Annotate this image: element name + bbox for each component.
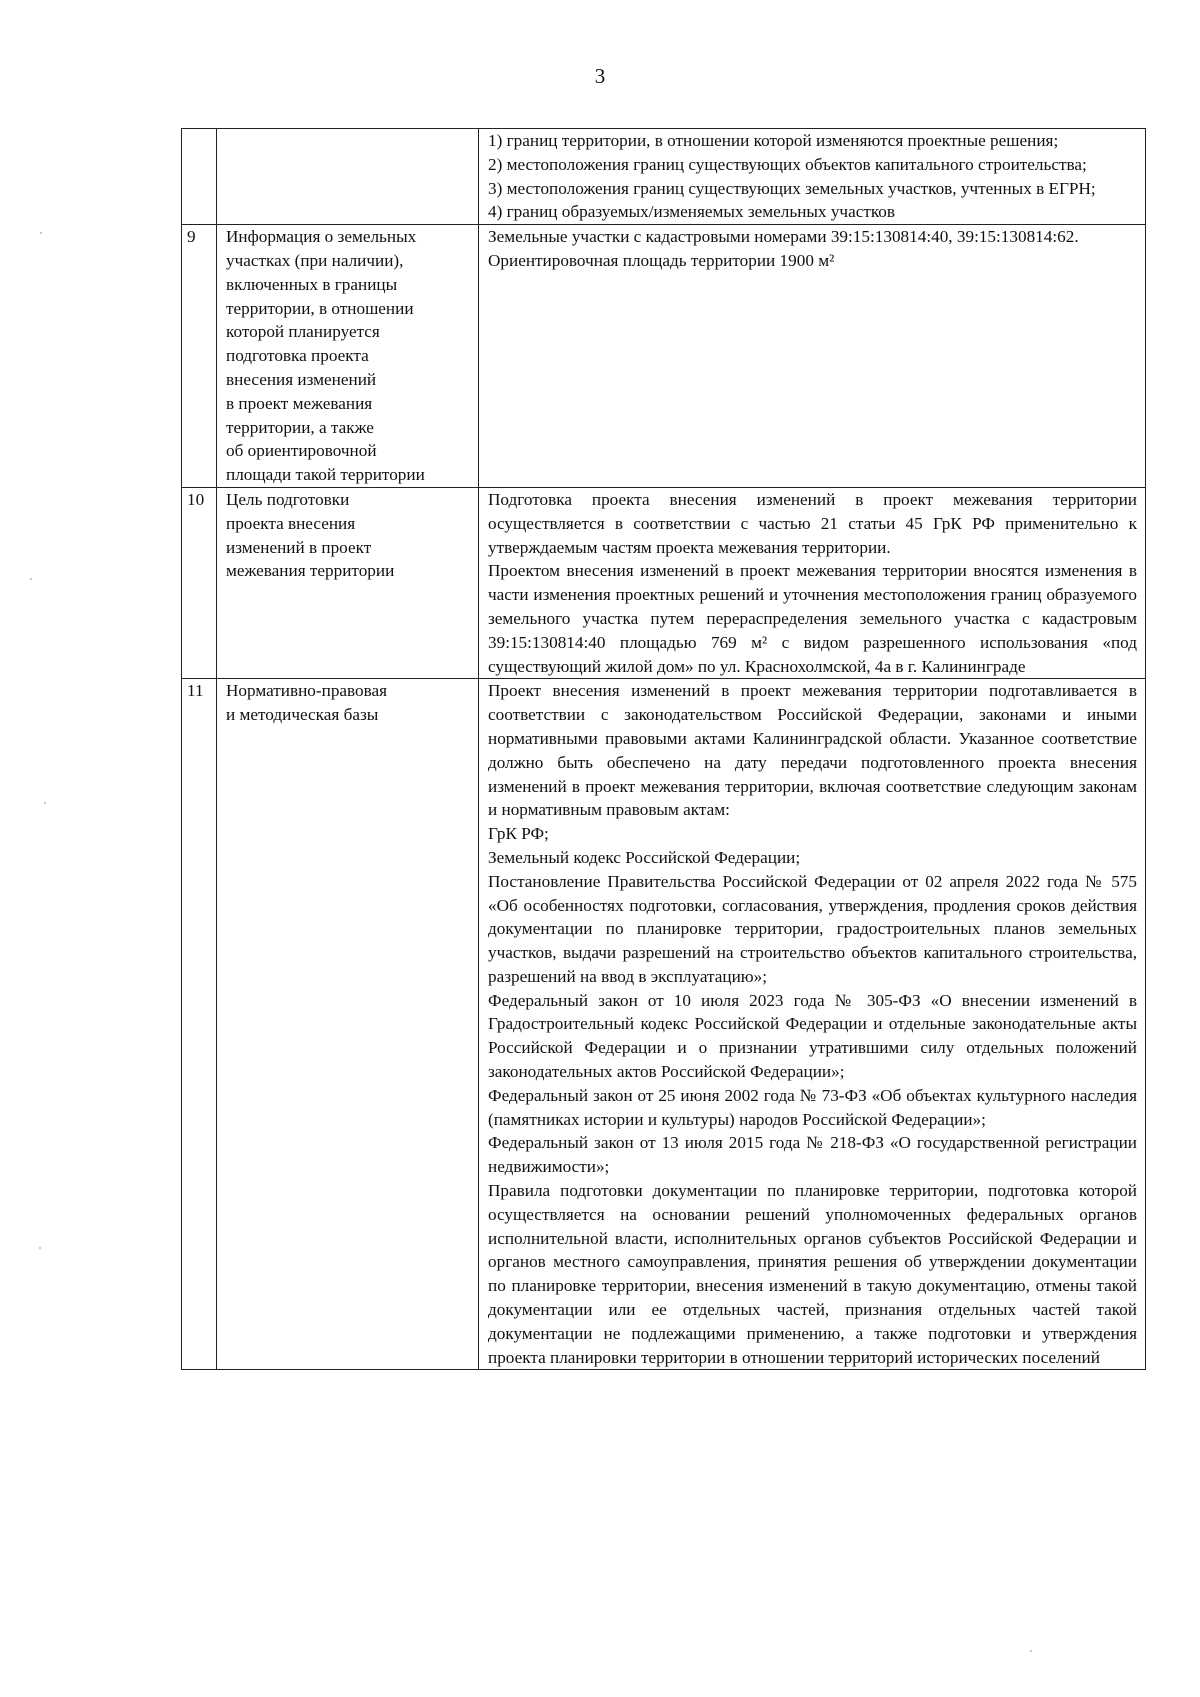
- content-paragraph: Федеральный закон от 13 июля 2015 года № 218-ФЗ «О государственной регистрации недвижимости»;: [488, 1133, 1137, 1177]
- page-number: 3: [594, 64, 606, 88]
- label-line: внесения изменений: [226, 369, 377, 389]
- label-line: Информация о земельных: [226, 227, 417, 247]
- specification-table: [181, 128, 1146, 1370]
- scan-speck: [40, 232, 42, 234]
- label-line: проекта внесения: [226, 513, 356, 533]
- label-line: территории, в отношении: [226, 298, 414, 318]
- content-paragraph: 4) границ образуемых/изменяемых земельных участков: [488, 202, 896, 222]
- table-row: [182, 225, 1146, 488]
- label-line: площади такой территории: [226, 465, 425, 485]
- content-paragraph: 1) границ территории, в отношении которой изменяются проектные решения;: [488, 131, 1059, 150]
- label-line: территории, а также: [226, 417, 374, 437]
- label-line: участках (при наличии),: [226, 250, 404, 270]
- label-line: которой планируется: [226, 322, 380, 342]
- row-content: [479, 225, 1146, 488]
- content-paragraph: Подготовка проекта внесения изменений в проект межевания территории осуществляется в соответствии с частью 21 статьи 45 ГрК РФ применительно к утверждаемым частям проекта межевания территории.: [488, 489, 1137, 557]
- content-paragraph: Земельные участки с кадастровыми номерами 39:15:130814:40, 39:15:130814:62.: [488, 227, 1079, 247]
- content-paragraph: 2) местоположения границ существующих объектов капитального строительства;: [488, 154, 1087, 174]
- row-label: [217, 679, 479, 1370]
- content-paragraph: Федеральный закон от 10 июля 2023 года № 305-ФЗ «О внесении изменений в Градостроительный кодекс Российской Федерации и отдельные законодательные акты Российской Федерации и о признании утратившими силу отдельных положений законодательных актов Российской Федерации»;: [488, 990, 1137, 1082]
- row-label: [217, 487, 479, 678]
- content-paragraph: Земельный кодекс Российской Федерации;: [488, 847, 801, 867]
- content-paragraph: Проектом внесения изменений в проект межевания территории вносятся изменения в части изменения проектных решений и уточнения местоположения границ образуемого земельного участка путем перераспределения земельного участка с кадастровым 39:15:130814:40 площадью 769 м² с видом разрешенного использования «под существующий жилой дом» по ул. Краснохолмской, 4а в г. Калининграде: [488, 561, 1137, 676]
- row-number: 10: [182, 487, 217, 678]
- scan-speck: [1030, 1650, 1032, 1652]
- label-line: и методическая базы: [226, 705, 379, 725]
- content-paragraph: Ориентировочная площадь территории 1900 м²: [488, 250, 835, 270]
- scan-speck: [30, 578, 32, 580]
- label-line: изменений в проект: [226, 537, 372, 557]
- content-paragraph: Проект внесения изменений в проект межевания территории подготавливается в соответствии с законодательством Российской Федерации, законами и иными нормативными правовыми актами Калининградской области. Указанное соответствие должно быть обеспечено на дату передачи подготовленного проекта внесения изменений в проект межевания территории, включая соответствие следующим законам и нормативным правовым актам:: [488, 681, 1137, 820]
- label-line: межевания территории: [226, 561, 395, 581]
- row-label: [217, 225, 479, 488]
- row-number: [182, 129, 217, 225]
- row-number: 9: [182, 225, 217, 488]
- label-line: Нормативно-правовая: [226, 681, 388, 701]
- label-line: об ориентировочной: [226, 441, 377, 461]
- label-line: в проект межевания: [226, 393, 373, 413]
- content-paragraph: Правила подготовки документации по планировке территории, подготовка которой осуществляется на основании решений уполномоченных федеральных органов исполнительной власти, исполнительных органов субъектов Российской Федерации и органов местного самоуправления, принятия решения об утверждении документации по планировке территории, внесения изменений в такую документацию, отмены такой документации или ее отдельных частей, признания отдельных частей такой документации не подлежащими применению, а также подготовки и утверждения проекта планировки территории в отношении территорий исторических поселений: [488, 1181, 1137, 1367]
- content-paragraph: Федеральный закон от 25 июня 2002 года № 73-ФЗ «Об объектах культурного наследия (памятниках истории и культуры) народов Российской Федерации»;: [488, 1085, 1137, 1129]
- table-row: [182, 129, 1146, 225]
- row-content: [479, 679, 1146, 1370]
- scan-speck: [44, 802, 46, 804]
- label-line: Цель подготовки: [226, 489, 350, 509]
- content-paragraph: Постановление Правительства Российской Федерации от 02 апреля 2022 года № 575 «Об особенностях подготовки, согласования, утверждения, продления сроков действия документации по планировке территории, градостроительных планов земельных участков, выдачи разрешений на строительство объектов капитального строительства, разрешений на ввод в эксплуатацию»;: [488, 871, 1137, 986]
- row-content: [479, 129, 1146, 225]
- content-paragraph: 3) местоположения границ существующих земельных участков, учтенных в ЕГРН;: [488, 178, 1096, 198]
- label-line: включенных в границы: [226, 274, 398, 294]
- content-paragraph: ГрК РФ;: [488, 824, 549, 844]
- row-label: [217, 129, 479, 225]
- row-number: 11: [182, 679, 217, 1370]
- scan-speck: [39, 1247, 41, 1249]
- label-line: подготовка проекта: [226, 346, 369, 366]
- row-content: [479, 487, 1146, 678]
- table-row: [182, 679, 1146, 1370]
- table-row: [182, 487, 1146, 678]
